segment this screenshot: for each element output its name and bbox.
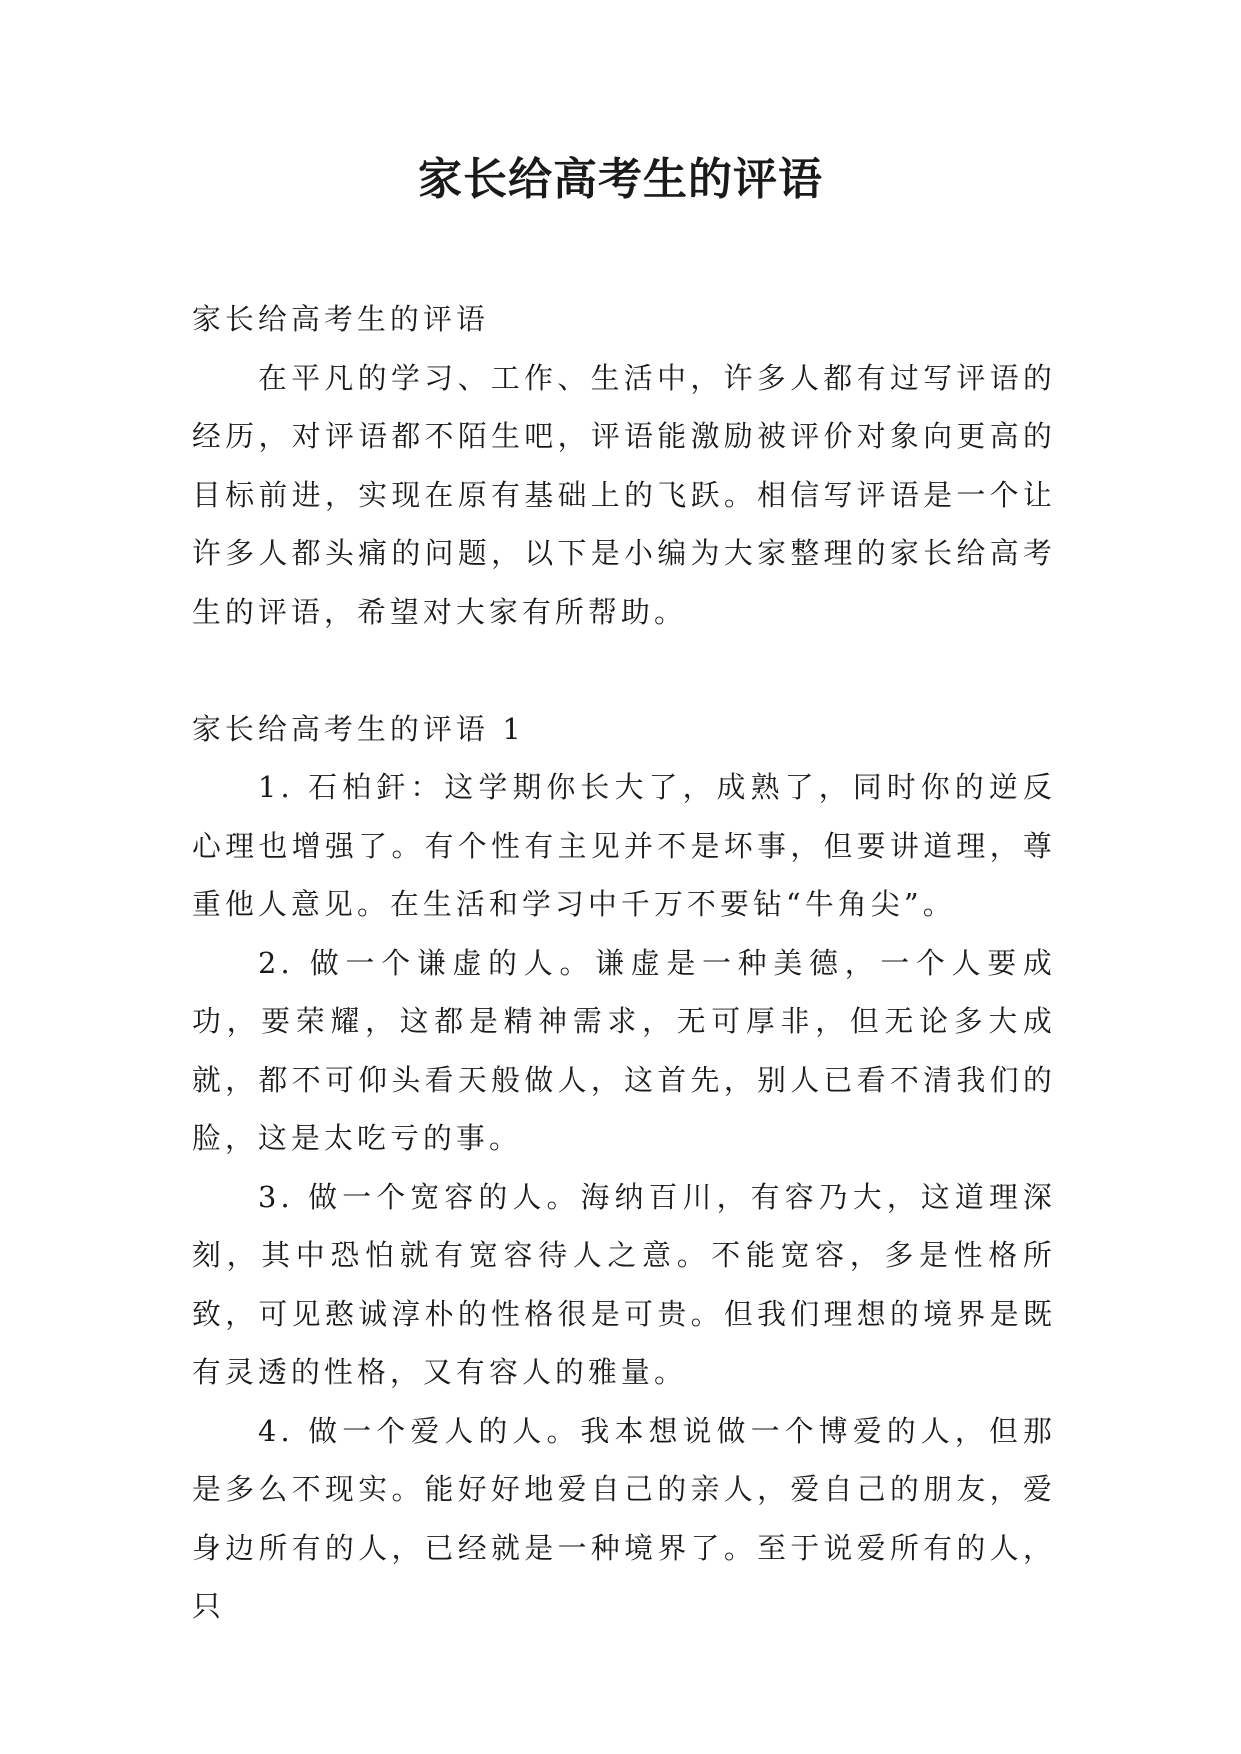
document-body	[192, 290, 1056, 1636]
document-title: 家长给高考生的评语	[418, 154, 823, 205]
comment-item-4: 4. 做一个爱人的人。我本想说做一个博爱的人，但那是多么不现实。能好好地爱自己的亲人，爱自己的朋友，爱身边所有的人，已经就是一种境界了。至于说爱所有的人，只	[192, 1413, 1056, 1623]
comment-item-3: 3. 做一个宽容的人。海纳百川，有容乃大，这道理深刻，其中恐怕就有宽容待人之意。不能宽容，多是性格所致，可见憨诚淳朴的性格很是可贵。但我们理想的境界是既有灵透的性格，又有容人的雅量。	[192, 1179, 1056, 1389]
subtitle: 家长给高考生的评语	[192, 302, 489, 336]
comment-item-1: 1. 石柏釬：这学期你长大了，成熟了，同时你的逆反心理也增强了。有个性有主见并不是坏事，但要讲道理，尊重他人意见。在生活和学习中千万不要钻“牛角尖”。	[192, 770, 1056, 921]
section-spacer	[192, 641, 1056, 700]
section-heading: 家长给高考生的评语 1	[192, 711, 525, 746]
comment-item-2: 2. 做一个谦虚的人。谦虚是一种美德，一个人要成功，要荣耀，这都是精神需求，无可厚非，但无论多大成就，都不可仰头看天般做人，这首先，别人已看不清我们的脸，这是太吃亏的事。	[192, 945, 1056, 1155]
intro-paragraph: 在平凡的学习、工作、生活中，许多人都有过写评语的经历，对评语都不陌生吧，评语能激励被评价对象向更高的目标前进，实现在原有基础上的飞跃。相信写评语是一个让许多人都头痛的问题，以下是小编为大家整理的家长给高考生的评语，希望对大家有所帮助。	[192, 360, 1056, 629]
